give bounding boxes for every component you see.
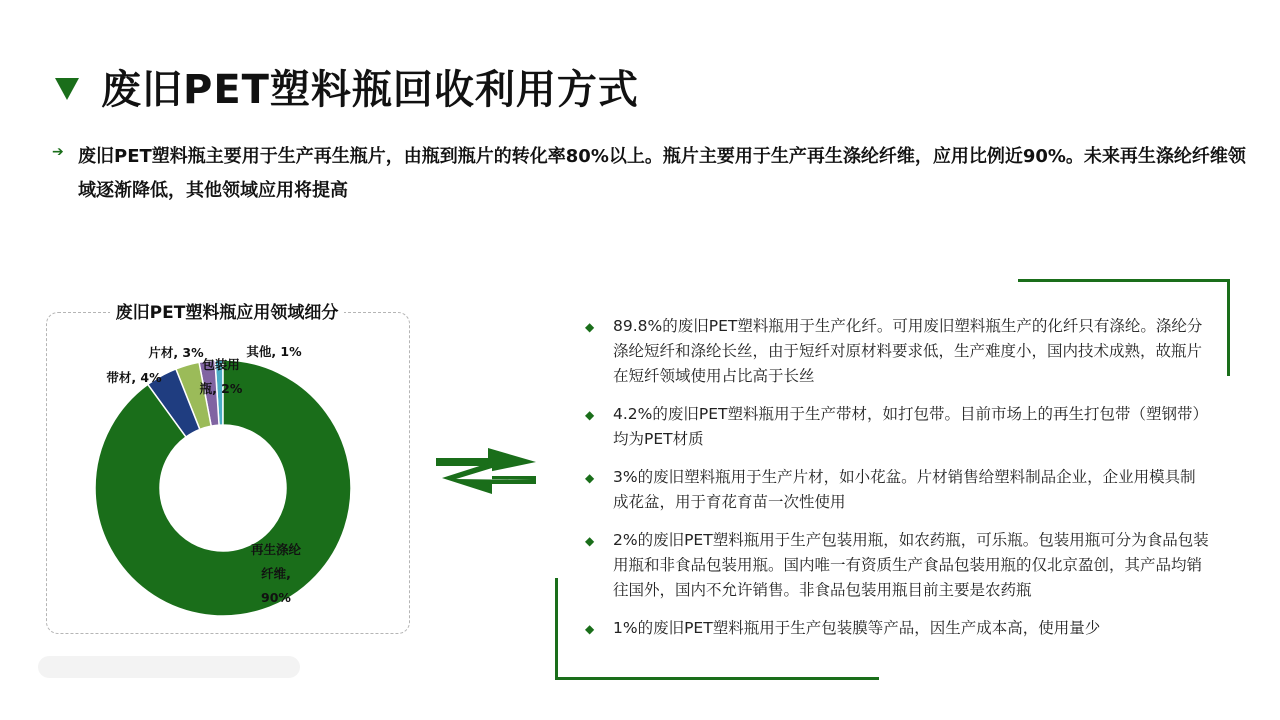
data-label-0: 再生涤纶纤维, 90% [250, 542, 302, 605]
pie-slice-0 [95, 360, 351, 616]
diamond-icon: ◆ [585, 622, 595, 636]
data-label-2: 片材, 3% [148, 345, 204, 360]
list-item [585, 616, 1210, 642]
donut-chart [46, 312, 408, 632]
chart-title: 废旧PET塑料瓶应用领域细分 [110, 303, 345, 323]
bullet-text: 1%的废旧PET塑料瓶用于生产包装膜等产品，因生产成本高，使用量少 [613, 619, 1101, 637]
bullet-text: 2%的废旧PET塑料瓶用于生产包装用瓶，如农药瓶，可乐瓶。包装用瓶可分为食品包装用瓶和非食品包装用瓶。国内唯一有资质生产食品包装用瓶的仅北京盈创，其产品均销往国外，国内不允许销售。非食品包装用瓶目前主要是农药瓶 [613, 531, 1209, 599]
bullet-text: 89.8%的废旧PET塑料瓶用于生产化纤。可用废旧塑料瓶生产的化纤只有涤纶。涤纶分涤纶短纤和涤纶长丝，由于短纤对原材料要求低，生产难度小，国内技术成熟，故瓶片在短纤领域使用占比高于长丝 [613, 317, 1203, 385]
diamond-icon: ◆ [585, 534, 595, 548]
list-item [585, 314, 1210, 389]
triangle-down-icon [55, 78, 79, 100]
diamond-icon: ◆ [585, 408, 595, 422]
chart-shadow [38, 656, 300, 678]
data-label-3: 包装用瓶, 2% [199, 357, 243, 396]
data-label-1: 带材, 4% [106, 370, 162, 385]
summary-block [52, 140, 1252, 208]
arrow-right-icon: ➔ [52, 144, 64, 160]
bullet-text: 3%的废旧塑料瓶用于生产片材，如小花盆。片材销售给塑料制品企业，企业用模具制成花盆，用于育花育苗一次性使用 [613, 468, 1196, 511]
page-title: 废旧PET塑料瓶回收利用方式 [101, 67, 639, 113]
bullet-text: 4.2%的废旧PET塑料瓶用于生产带材，如打包带。目前市场上的再生打包带（塑钢带）均为PET材质 [613, 405, 1208, 448]
diamond-icon: ◆ [585, 320, 595, 334]
diamond-icon: ◆ [585, 471, 595, 485]
summary-text: 废旧PET塑料瓶主要用于生产再生瓶片，由瓶到瓶片的转化率80%以上。瓶片主要用于生产再生涤纶纤维，应用比例近90%。未来再生涤纶纤维领域逐渐降低，其他领域应用将提高 [78, 146, 1246, 201]
list-item [585, 465, 1210, 515]
data-label-4: 其他, 1% [246, 344, 302, 359]
exchange-arrow-icon [436, 448, 536, 494]
bullet-list [585, 314, 1210, 655]
list-item [585, 528, 1210, 603]
list-item [585, 402, 1210, 452]
page-header [55, 58, 639, 115]
